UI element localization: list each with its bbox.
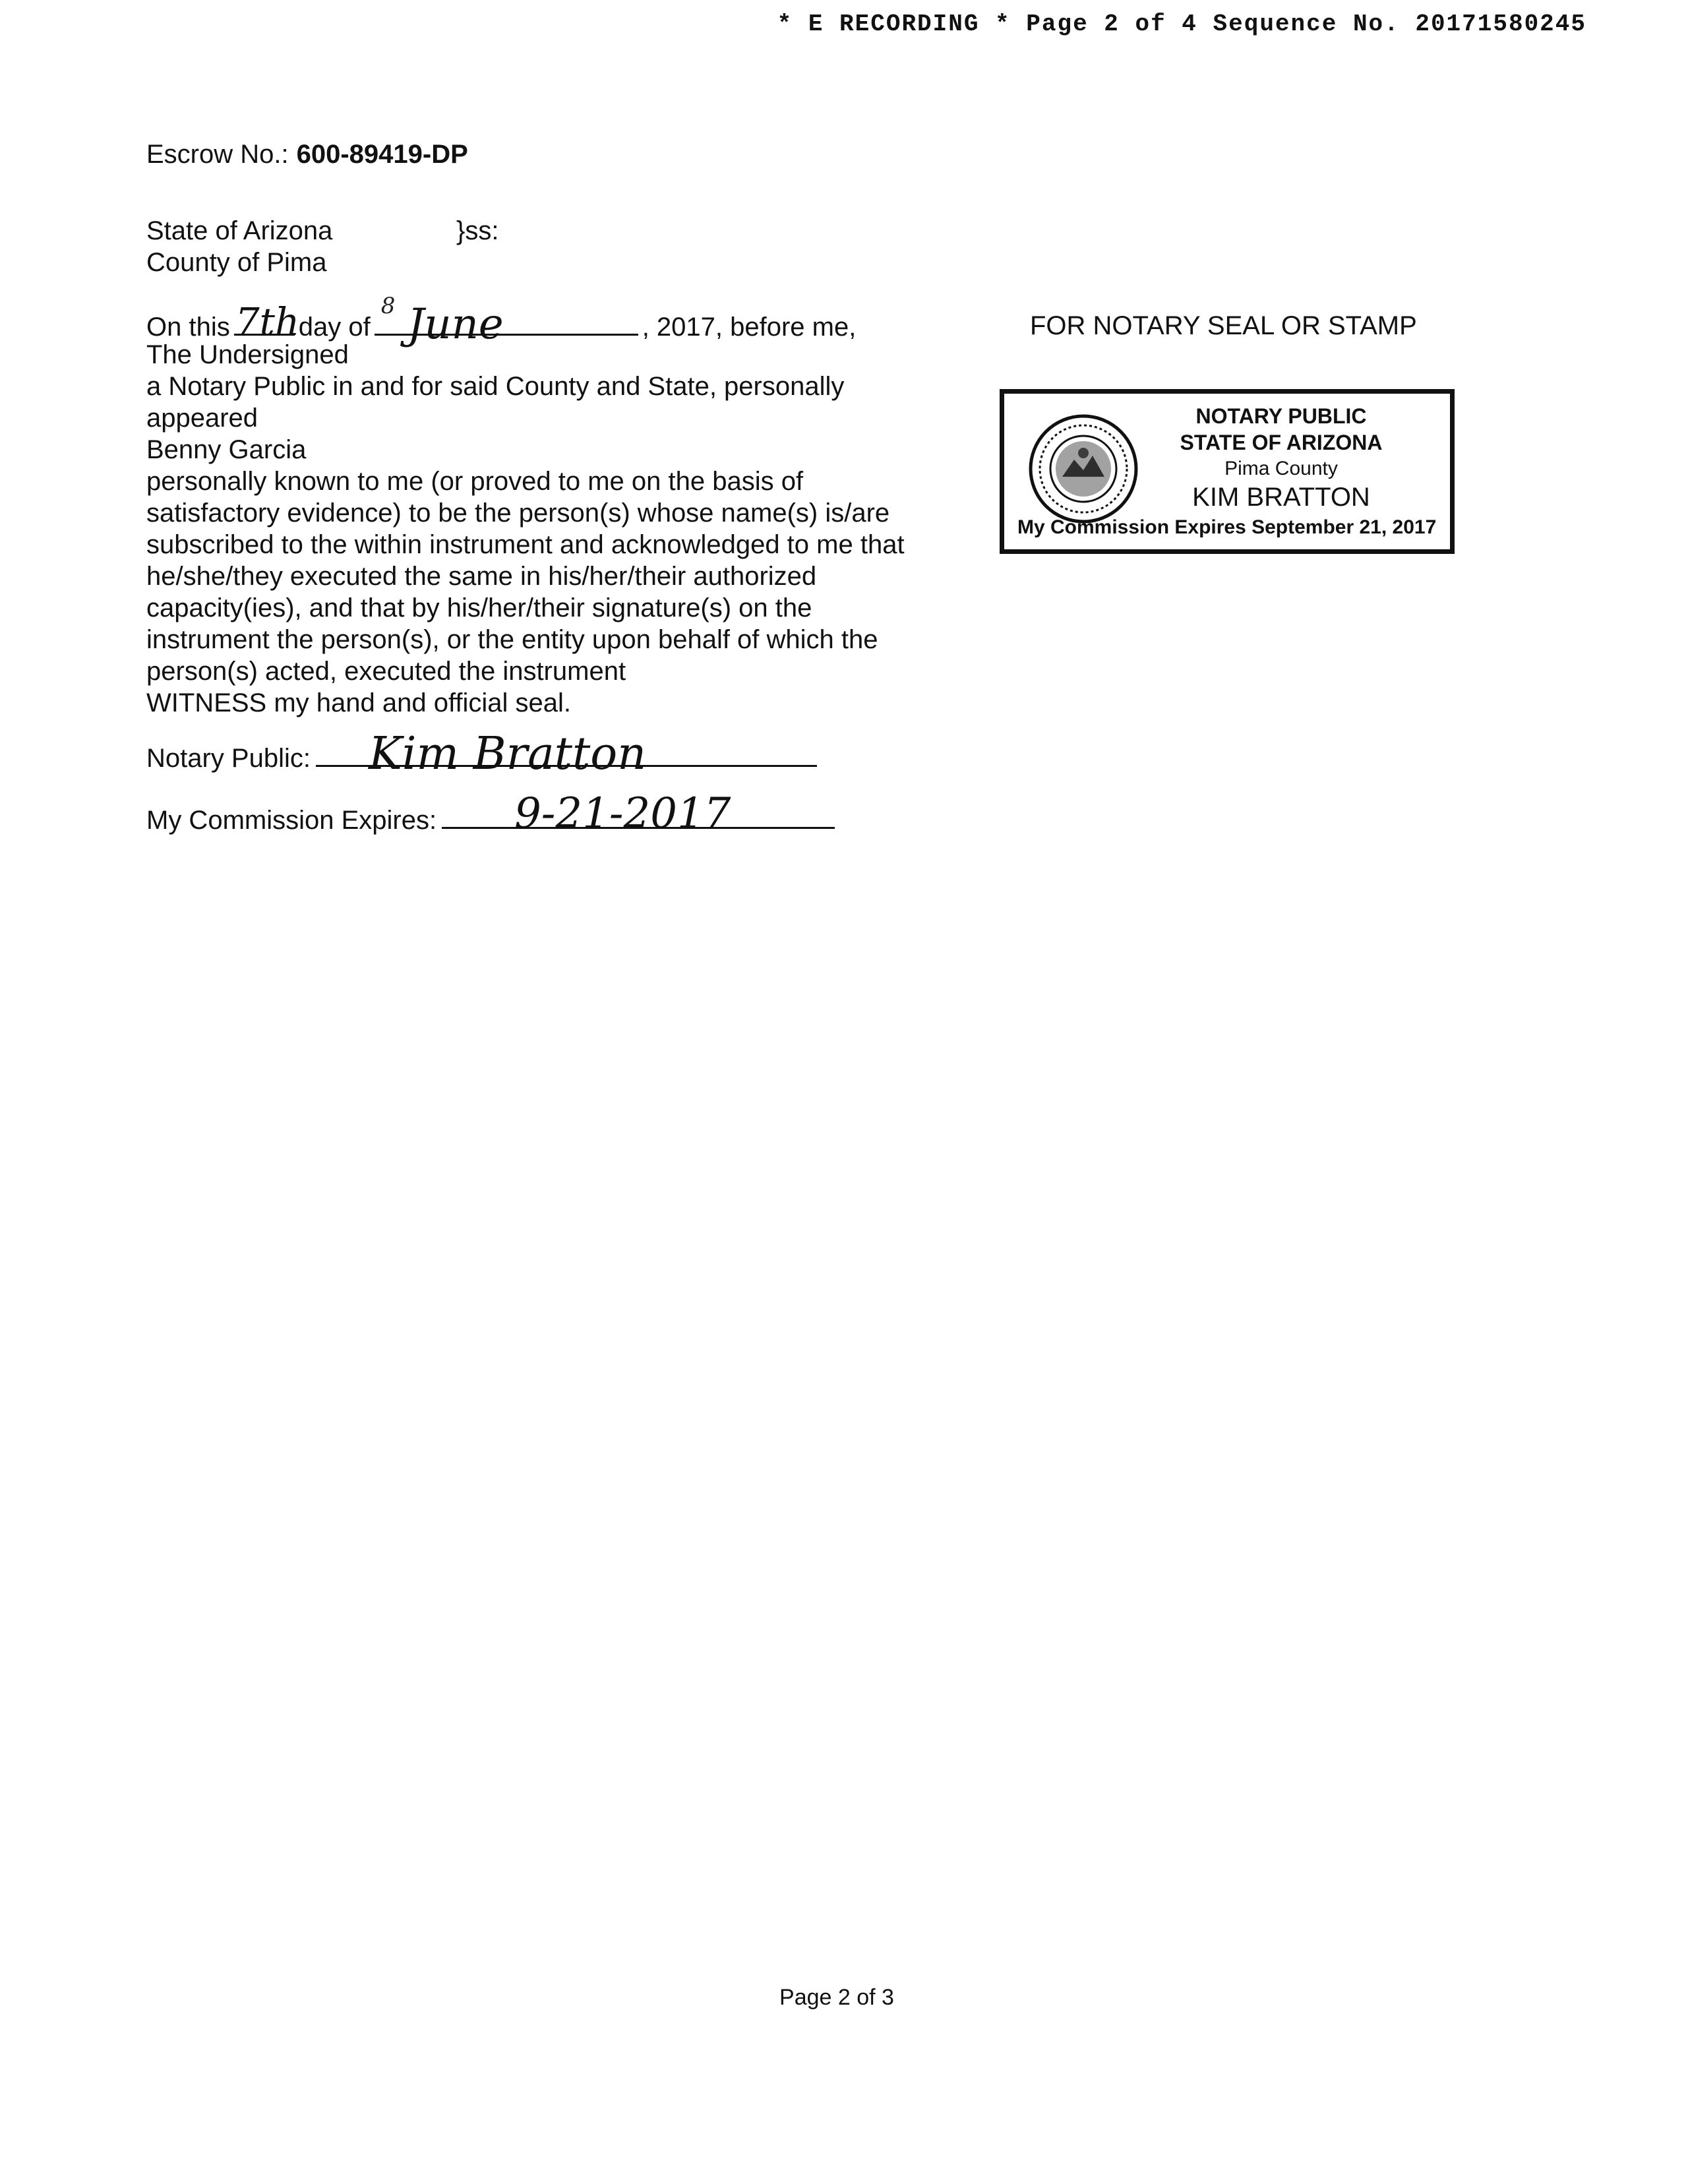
stamp-expiry: My Commission Expires September 21, 2017 bbox=[1017, 516, 1437, 538]
seal-area-label: FOR NOTARY SEAL OR STAMP bbox=[1030, 311, 1417, 340]
year-text: , 2017, before me, bbox=[642, 313, 857, 342]
paragraph-line: a Notary Public in and for said County and State, personally bbox=[146, 372, 845, 401]
escrow-line bbox=[146, 138, 468, 170]
paragraph-line: instrument the person(s), or the entity upon behalf of which the bbox=[146, 625, 878, 654]
day-blank bbox=[234, 299, 300, 344]
venue-county: County of Pima bbox=[146, 248, 327, 277]
expires-label: My Commission Expires: bbox=[146, 806, 437, 835]
paragraph-line: appeared bbox=[146, 404, 258, 433]
stamp-text bbox=[1143, 403, 1420, 512]
signature-blank bbox=[316, 728, 817, 780]
paragraph-line: The Undersigned bbox=[146, 340, 349, 369]
venue-ss: }ss: bbox=[456, 216, 499, 245]
month-struck-handwritten: 8 bbox=[380, 293, 396, 319]
state-name: State of Arizona bbox=[146, 216, 333, 245]
acknowledgment-paragraph bbox=[146, 339, 938, 719]
escrow-number: 600-89419-DP bbox=[296, 140, 468, 169]
notary-stamp bbox=[1000, 389, 1455, 554]
paragraph-line: he/she/they executed the same in his/her/their authorized bbox=[146, 562, 817, 591]
on-this-label: On this bbox=[146, 313, 230, 342]
appearing-party: Benny Garcia bbox=[146, 435, 307, 464]
paragraph-line: subscribed to the within instrument and acknowledged to me that bbox=[146, 530, 905, 559]
notary-signature-line bbox=[146, 728, 817, 780]
stamp-line-state: STATE OF ARIZONA bbox=[1180, 431, 1383, 454]
page-number: Page 2 of 3 bbox=[779, 1985, 894, 2010]
recording-header: * E RECORDING * Page 2 of 4 Sequence No. 20171580245 bbox=[777, 11, 1586, 38]
notary-label: Notary Public: bbox=[146, 744, 311, 773]
month-blank bbox=[375, 293, 638, 349]
paragraph-line: capacity(ies), and that by his/her/their signature(s) on the bbox=[146, 593, 812, 622]
day-handwritten: 7th bbox=[235, 299, 300, 344]
venue-state bbox=[146, 215, 499, 247]
paragraph-line: person(s) acted, executed the instrument bbox=[146, 657, 626, 686]
commission-expires-line bbox=[146, 789, 835, 838]
stamp-line-county: Pima County bbox=[1224, 458, 1338, 479]
escrow-label: Escrow No.: bbox=[146, 140, 289, 169]
witness-line: WITNESS my hand and official seal. bbox=[146, 688, 571, 717]
notary-signature: Kim Bratton bbox=[368, 728, 647, 780]
stamp-line-notary-public: NOTARY PUBLIC bbox=[1195, 404, 1367, 428]
stamp-line-name: KIM BRATTON bbox=[1192, 483, 1370, 512]
paragraph-line: satisfactory evidence) to be the person(s) whose name(s) is/are bbox=[146, 499, 890, 528]
arizona-state-seal-icon bbox=[1028, 413, 1139, 524]
day-of-label: day of bbox=[298, 313, 371, 342]
expires-blank bbox=[442, 789, 835, 838]
paragraph-line: personally known to me (or proved to me on the basis of bbox=[146, 467, 804, 496]
expires-handwritten: 9-21-2017 bbox=[514, 789, 731, 838]
month-handwritten: June bbox=[407, 300, 504, 349]
acknowledgment-date-line bbox=[146, 293, 857, 349]
